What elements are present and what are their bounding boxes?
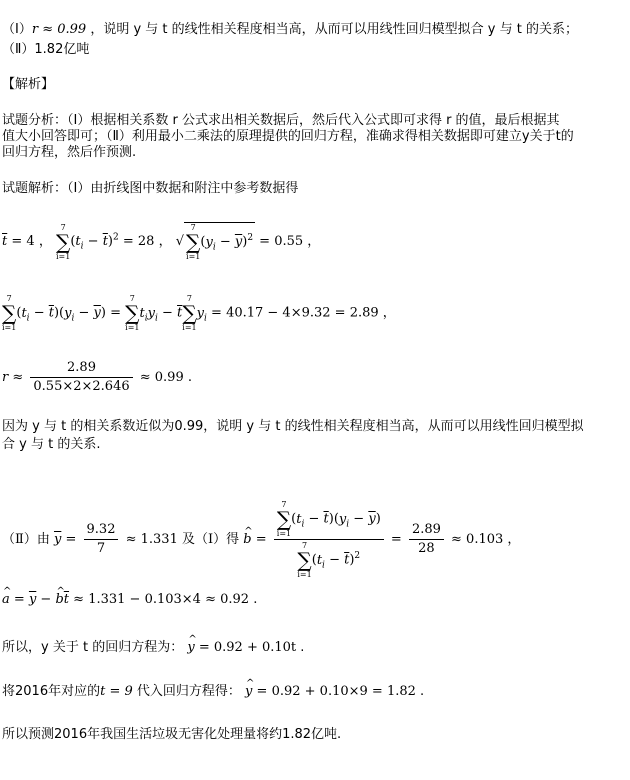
- sqrt-value: 0.55: [274, 234, 304, 249]
- analysis-line2: 值大小回答即可；（Ⅱ）利用最小二乘法的原理提供的回归方程，准确求得相关数据即可建立y关于t的: [2, 129, 574, 144]
- prediction-line: 将2016年对应的t = 9 代入回归方程得： ^ y = 0.92 + 0.10×9 = 1.82 .: [2, 684, 424, 700]
- predict-text2: 代入回归方程得：: [136, 684, 241, 699]
- predict-t: t = 9: [100, 684, 133, 699]
- regression-text: 所以，y 关于 t 的回归方程为：: [2, 640, 184, 655]
- b-approx: ≈ 0.103: [451, 532, 504, 547]
- part2-prefix: （Ⅱ）由: [2, 532, 50, 547]
- part1-formula: r ≈ 0.99: [31, 22, 87, 37]
- a-value: ≈ 1.331 − 0.103×4 ≈ 0.92: [73, 592, 250, 607]
- part1-prefix: （Ⅰ）: [2, 22, 32, 37]
- conclusion-line1: 因为 y 与 t 的相关系数近似为0.99，说明 y 与 t 的线性相关程度相当高，从而可以用线性回归模型拟: [2, 419, 584, 434]
- ybar-denominator: 7: [96, 541, 106, 556]
- stats-line: $\overline{t} = 4$ ， 7 ∑ i=1 $(t_i - \overline{t})^2 = 28$ ， √ 7 ∑ i=1 $(y_i - \overline{y})^2 = 0.55$ ，: [2, 222, 321, 261]
- conclusion-line2: 合 y 与 t 的关系.: [2, 437, 101, 452]
- analysis-heading: 【解析】: [2, 77, 55, 92]
- cross-sum-line: 7 ∑ i=1 $(t_i - \overline{t})(y_i - \overline{y})$ = 7 ∑ i=1 $t_iy_i - \overline{t}$ 7 ∑ i=1 $y_i = 40.17 - 4\times 9.32 = 2.89$ ，: [2, 294, 396, 332]
- tbar-value: 4: [26, 234, 35, 249]
- analysis-line1: 试题分析：（Ⅰ）根据相关系数 r 公式求出相关数据后，然后代入公式即可求得 r 的值，最后根据其: [2, 113, 560, 128]
- solution-intro: 试题解析：（Ⅰ）由折线图中数据和附注中参考数据得: [2, 181, 299, 196]
- part2-b-line: （Ⅱ）由 $\overline{y}$ = $\frac{9.32}{7}$ ≈ 1.331 及（Ⅰ）得 ^ b = 7 ∑ i=1 $(t_i - \overline{t})(y_i - \overline{y})$ 7 ∑ i=1 $(t_i - \overline{t})^2$ = $\frac{2.89}{28}$ ≈ 0.103 ，: [2, 500, 520, 579]
- r-approx: ≈ 0.99: [139, 370, 184, 385]
- answer-part1: [2, 22, 578, 38]
- cross-sum-value: 40.17 − 4×9.32 = 2.89: [226, 305, 379, 321]
- r-denominator: 0.55×2×2.646: [33, 379, 130, 394]
- and-part1: 及（Ⅰ）得: [182, 532, 240, 547]
- r-line: r ≈ $\frac{2.89}{0.55\times 2\times 2.646}$ ≈ 0.99 .: [2, 360, 192, 394]
- sum-sq-value: 28: [137, 234, 155, 249]
- a-line: ^ $a = \overline{y}$ − ^ $b\overline{t} \approx 1.331 - 0.103\times 4 \approx 0.92$ .: [2, 592, 257, 608]
- regression-line: 所以，y 关于 t 的回归方程为： ^ y = 0.92 + 0.10t .: [2, 640, 304, 656]
- b-numerator: 2.89: [409, 522, 444, 540]
- ybar-approx: ≈ 1.331: [125, 532, 178, 547]
- predict-text1: 将2016年对应的: [2, 684, 101, 699]
- part1-text: ，说明 y 与 t 的线性相关程度相当高，从而可以用线性回归模型拟合 y 与 t 的关系；: [90, 22, 578, 37]
- ybar-numerator: 9.32: [84, 522, 119, 540]
- regression-eq: = 0.92 + 0.10t: [198, 640, 297, 655]
- predict-eq: = 0.92 + 0.10×9 = 1.82: [256, 684, 416, 699]
- analysis-line3: 回归方程，然后作预测.: [2, 145, 137, 160]
- final-conclusion: 所以预测2016年我国生活垃圾无害化处理量将约1.82亿吨.: [2, 727, 342, 742]
- r-numerator: 2.89: [30, 360, 132, 378]
- b-denominator: 28: [418, 541, 435, 556]
- answer-part2: （Ⅱ）1.82亿吨: [2, 42, 90, 57]
